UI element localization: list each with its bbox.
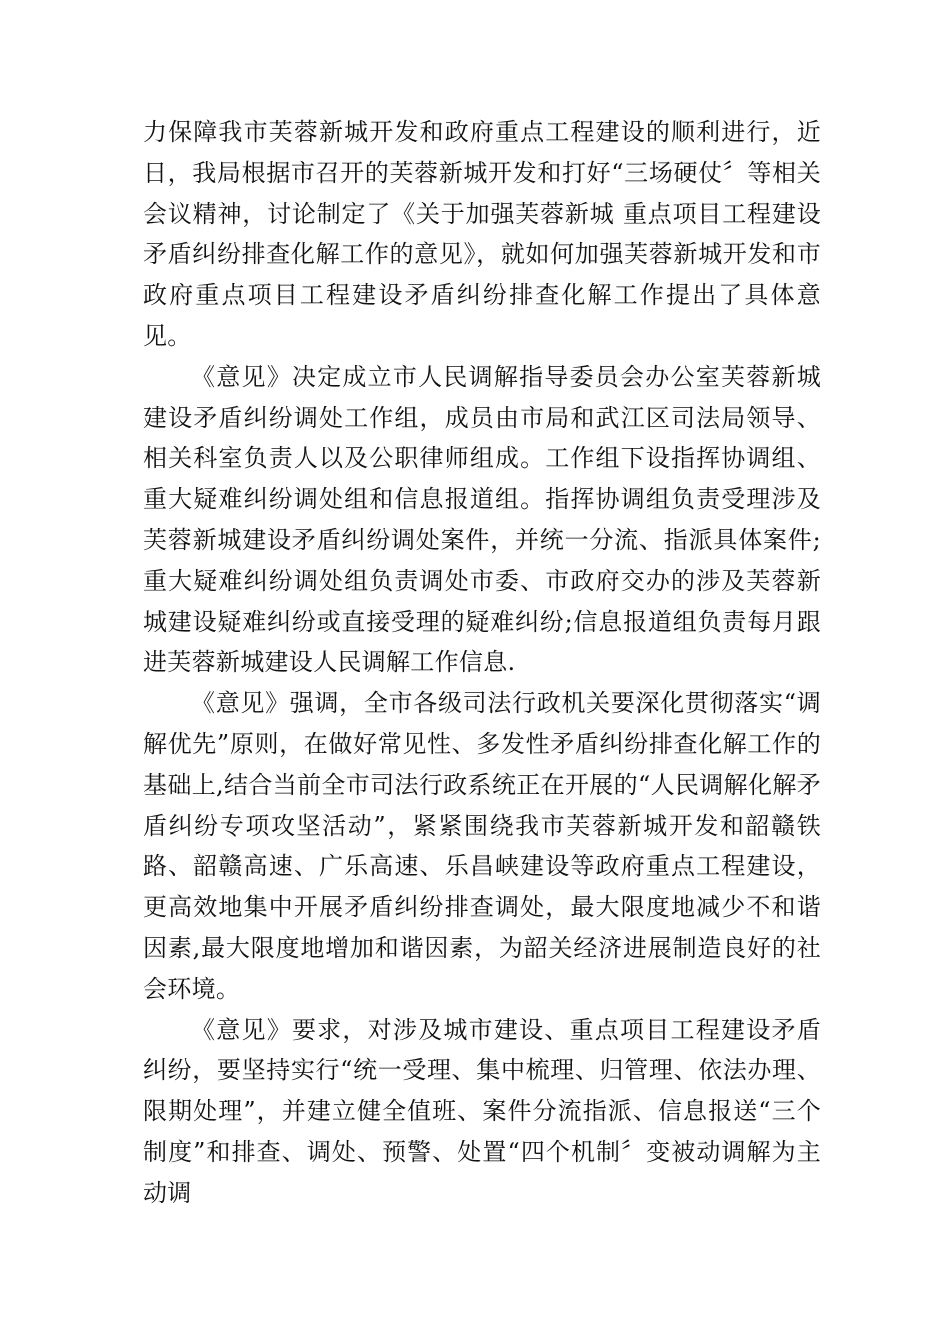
paragraph-3: 《意见》强调，全市各级司法行政机关要深化贯彻落实“调解优先”原则，在做好常见性、多发性矛盾纠纷排查化解工作的基础上,结合当前全市司法行政系统正在开展的“人民调解化解矛盾纠纷专项攻坚活动”，紧紧围绕我市芙蓉新城开发和韶赣铁路、韶赣高速、广乐高速、乐昌峡建设等政府重点工程建设，更高效地集中开展矛盾纠纷排查调处，最大限度地减少不和谐因素,最大限度地增加和谐因素，为韶关经济进展制造良好的社会环境。: [143, 689, 821, 1003]
paragraph-2: 《意见》决定成立市人民调解指导委员会办公室芙蓉新城建设矛盾纠纷调处工作组，成员由市局和武江区司法局领导、相关科室负责人以及公职律师组成。工作组下设指挥协调组、重大疑难纠纷调处组和信息报道组。指挥协调组负责受理涉及芙蓉新城建设矛盾纠纷调处案件，并统一分流、指派具体案件;重大疑难纠纷调处组负责调处市委、市政府交办的涉及芙蓉新城建设疑难纠纷或直接受理的疑难纠纷;信息报道组负责每月跟进芙蓉新城建设人民调解工作信息.: [143, 362, 821, 677]
document-body: [143, 112, 821, 1214]
paragraph-4: 《意见》要求，对涉及城市建设、重点项目工程建设矛盾纠纷，要坚持实行“统一受理、集中梳理、归管理、依法办理、限期处理”，并建立健全值班、案件分流指派、信息报送“三个制度”和排查、调处、预警、处置“四个机制〞变被动调解为主动调: [143, 1015, 821, 1207]
paragraph-1: 力保障我市芙蓉新城开发和政府重点工程建设的顺利进行，近日，我局根据市召开的芙蓉新城开发和打好“三场硬仗〞等相关会议精神，讨论制定了《关于加强芙蓉新城 重点项目工程建设矛盾纠纷排查化解工作的意见》，就如何加强芙蓉新城开发和市政府重点项目工程建设矛盾纠纷排查化解工作提出了具体意见。: [143, 118, 821, 350]
